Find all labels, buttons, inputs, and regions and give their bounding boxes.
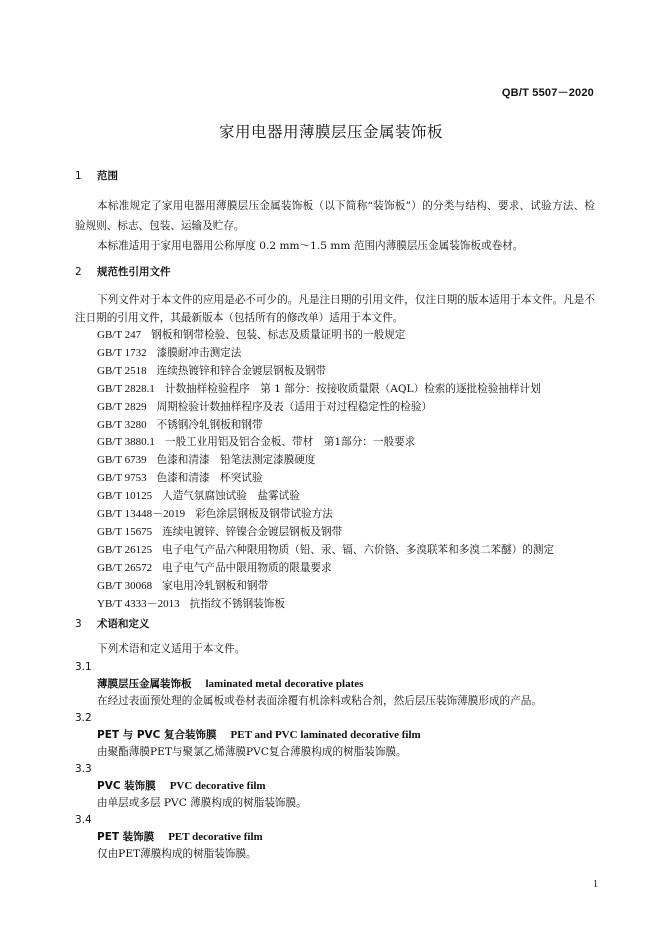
reference-code: GB/T 10125 <box>97 490 153 503</box>
document-title: 家用电器用薄膜层压金属装饰板 <box>218 123 443 141</box>
term-en: PET decorative film <box>168 831 263 843</box>
reference-item <box>97 327 554 345</box>
term-definition: 在经过表面预处理的金属板或卷材表面涂覆有机涂料或粘合剂，然后层压装饰薄膜形成的产品。 <box>97 695 542 707</box>
reference-code: GB/T 247 <box>97 329 142 341</box>
reference-code: GB/T 30068 <box>97 579 153 592</box>
reference-item <box>97 363 554 381</box>
reference-item <box>97 470 554 488</box>
reference-item <box>97 488 554 506</box>
reference-item <box>97 417 554 435</box>
term-zh: 薄膜层压金属装饰板 <box>97 678 192 690</box>
standard-code: QB/T 5507－2020 <box>501 87 594 99</box>
reference-item <box>97 506 554 524</box>
reference-item <box>97 542 554 560</box>
reference-code: YB/T 4333－2013 <box>97 597 180 610</box>
term-heading <box>97 829 263 845</box>
term-heading <box>97 676 363 692</box>
reference-title: 计数抽样检验程序 第 1 部分：按接收质量限（AQL）检索的逐批检验抽样计划 <box>164 382 541 395</box>
reference-title: 家电用冷轧钢板和钢带 <box>162 579 269 592</box>
reference-item <box>97 524 554 542</box>
term-en: laminated metal decorative plates <box>205 678 364 690</box>
term-heading <box>97 727 421 743</box>
term-en: PET and PVC laminated decorative film <box>230 729 421 741</box>
term-definition: 由聚酯薄膜PET与聚氯乙烯薄膜PVC复合薄膜构成的树脂装饰膜。 <box>97 746 407 758</box>
reference-title: 彩色涂层钢板及钢带试验方法 <box>195 508 333 521</box>
term-zh: PET 与 PVC 复合装饰膜 <box>97 729 217 741</box>
reference-title: 色漆和清漆 铅笔法测定漆膜硬度 <box>156 454 316 467</box>
scope-paragraph-2: 本标准适用于家用电器用公称厚度 0.2 mm～1.5 mm 范围内薄膜层压金属装饰板或卷材。 <box>97 240 524 252</box>
reference-code: GB/T 2829 <box>97 400 147 413</box>
reference-code: GB/T 1732 <box>97 346 147 359</box>
reference-list <box>97 327 554 614</box>
reference-item <box>97 399 554 417</box>
reference-item <box>97 578 554 596</box>
section-number: 1 <box>75 170 82 182</box>
reference-code: GB/T 2828.1 <box>97 382 155 395</box>
reference-code: GB/T 26125 <box>97 543 153 556</box>
term-definition: 仅由PET薄膜构成的树脂装饰膜。 <box>97 848 257 860</box>
reference-item <box>97 596 554 614</box>
reference-code: GB/T 13448－2019 <box>97 508 186 521</box>
term-zh: PET 装饰膜 <box>97 831 155 843</box>
reference-title: 漆膜耐冲击测定法 <box>156 346 242 359</box>
reference-item <box>97 381 554 399</box>
reference-item <box>97 560 554 578</box>
reference-item <box>97 345 554 363</box>
section-title-normative-references: 规范性引用文件 <box>97 266 171 278</box>
reference-code: GB/T 3280 <box>97 418 147 431</box>
term-en: PVC decorative film <box>169 780 266 792</box>
scope-paragraph-1: 本标准规定了家用电器用薄膜层压金属装饰板（以下简称“装饰板”）的分类与结构、要求、试验方法、检验规则、标志、包装、运输及贮存。 <box>75 200 595 232</box>
reference-item <box>97 452 554 470</box>
section-title-scope: 范围 <box>97 170 118 182</box>
reference-title: 钢板和钢带检验、包装、标志及质量证明书的一般规定 <box>151 329 406 341</box>
term-heading <box>97 778 266 794</box>
reference-code: GB/T 26572 <box>97 561 153 574</box>
page-number: 1 <box>593 879 598 890</box>
terms-intro-paragraph: 下列术语和定义适用于本文件。 <box>97 643 246 655</box>
reference-title: 色漆和清漆 杯突试验 <box>156 472 263 485</box>
reference-title: 周期检验计数抽样程序及表（适用于对过程稳定性的检验） <box>156 400 433 413</box>
references-intro-paragraph: 下列文件对于本文件的应用是必不可少的。凡是注日期的引用文件，仅注日期的版本适用于本文件。凡是不注日期的引用文件，其最新版本（包括所有的修改单）适用于本文件。 <box>75 294 595 324</box>
reference-code: GB/T 6739 <box>97 454 147 467</box>
reference-title: 一般工业用铝及铝合金板、带材 第1部分：一般要求 <box>164 436 416 449</box>
reference-title: 电子电气产品中限用物质的限量要求 <box>162 561 332 574</box>
reference-title: 连续热镀锌和锌合金镀层钢板及钢带 <box>156 364 327 377</box>
reference-code: GB/T 2518 <box>97 364 147 377</box>
term-number: 3.3 <box>75 763 92 775</box>
term-zh: PVC 装饰膜 <box>97 780 156 792</box>
reference-title: 电子电气产品六种限用物质（铅、汞、镉、六价铬、多溴联苯和多溴二苯醚）的测定 <box>162 543 555 556</box>
reference-code: GB/T 15675 <box>97 525 153 538</box>
reference-title: 不锈钢冷轧钢板和钢带 <box>156 418 263 431</box>
reference-code: GB/T 3880.1 <box>97 436 155 449</box>
section-number: 3 <box>75 618 82 630</box>
term-number: 3.2 <box>75 712 92 724</box>
reference-title: 人造气氛腐蚀试验 盐雾试验 <box>162 490 300 503</box>
reference-title: 连续电镀锌、锌镍合金镀层钢板及钢带 <box>162 525 343 538</box>
reference-item <box>97 434 554 452</box>
section-title-terms-definitions: 术语和定义 <box>97 618 150 630</box>
term-number: 3.1 <box>75 661 92 673</box>
term-definition: 由单层或多层 PVC 薄膜构成的树脂装饰膜。 <box>97 797 307 809</box>
reference-title: 抗指纹不锈钢装饰板 <box>189 597 285 610</box>
term-number: 3.4 <box>75 814 92 826</box>
reference-code: GB/T 9753 <box>97 472 147 485</box>
section-number: 2 <box>75 266 82 278</box>
